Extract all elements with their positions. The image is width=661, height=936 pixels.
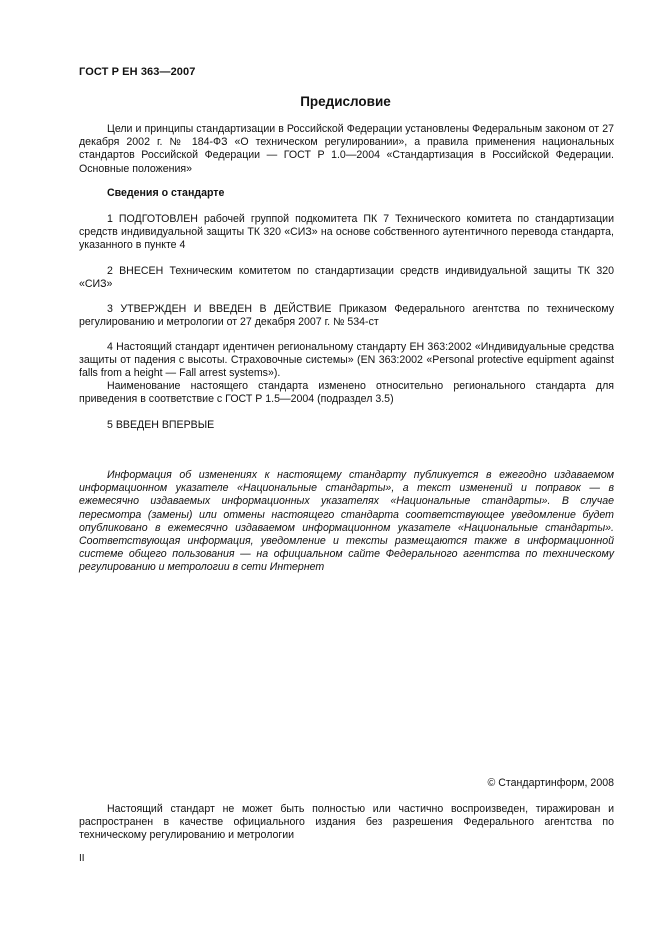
- item-4-paragraph: 4 Настоящий стандарт идентичен региональному стандарту ЕН 363:2002 «Индивидуальные средства защиты от падения с высоты. Страховочные системы» (EN 363:2002 «Personal protective equipment against falls from a height — Fall arrest systems»).: [79, 341, 614, 380]
- item-1-paragraph: 1 ПОДГОТОВЛЕН рабочей группой подкомитета ПК 7 Технического комитета по стандартизации средств индивидуальной защиты ТК 320 «СИЗ» на основе собственного аутентичного перевода стандарта, указанного в пункте 4: [79, 213, 614, 252]
- info-heading: Сведения о стандарте: [107, 187, 225, 199]
- page-number: II: [79, 853, 85, 864]
- standard-code-header: ГОСТ Р ЕН 363—2007: [79, 66, 196, 78]
- page-title: Предисловие: [300, 94, 391, 109]
- item-3-paragraph: 3 УТВЕРЖДЕН И ВВЕДЕН В ДЕЙСТВИЕ Приказом Федерального агентства по техническому регулированию и метрологии от 27 декабря 2007 г. № 534-ст: [79, 303, 614, 329]
- changes-notice-paragraph: Информация об изменениях к настоящему стандарту публикуется в ежегодно издаваемом информационном указателе «Национальные стандарты», а текст изменений и поправок — в ежемесячно издаваемых информационных указателях «Национальные стандарты». В случае пересмотра (замены) или отмены настоящего стандарта соответствующее уведомление будет опубликовано в ежемесячно издаваемом информационном указателе «Национальные стандарты». Соответствующая информация, уведомление и тексты размещаются также в информационной системе общего пользования — на официальном сайте Федерального агентства по техническому регулированию и метрологии в сети Интернет: [79, 469, 614, 574]
- item-5-paragraph: 5 ВВЕДЕН ВПЕРВЫЕ: [107, 419, 215, 431]
- item-4-note-paragraph: Наименование настоящего стандарта изменено относительно регионального стандарта для приведения в соответствие с ГОСТ Р 1.5—2004 (подраздел 3.5): [79, 380, 614, 406]
- intro-paragraph: Цели и принципы стандартизации в Российской Федерации установлены Федеральным законом от 27 декабря 2002 г. № 184-ФЗ «О техническом регулировании», а правила применения национальных стандартов Российской Федерации — ГОСТ Р 1.0—2004 «Стандартизация в Российской Федерации. Основные положения»: [79, 123, 614, 175]
- copyright-line: © Стандартинформ, 2008: [487, 777, 614, 789]
- item-2-paragraph: 2 ВНЕСЕН Техническим комитетом по стандартизации средств индивидуальной защиты ТК 320 «СИЗ»: [79, 265, 614, 291]
- reproduction-notice-paragraph: Настоящий стандарт не может быть полностью или частично воспроизведен, тиражирован и распространен в качестве официального издания без разрешения Федерального агентства по техническому регулированию и метрологии: [79, 803, 614, 842]
